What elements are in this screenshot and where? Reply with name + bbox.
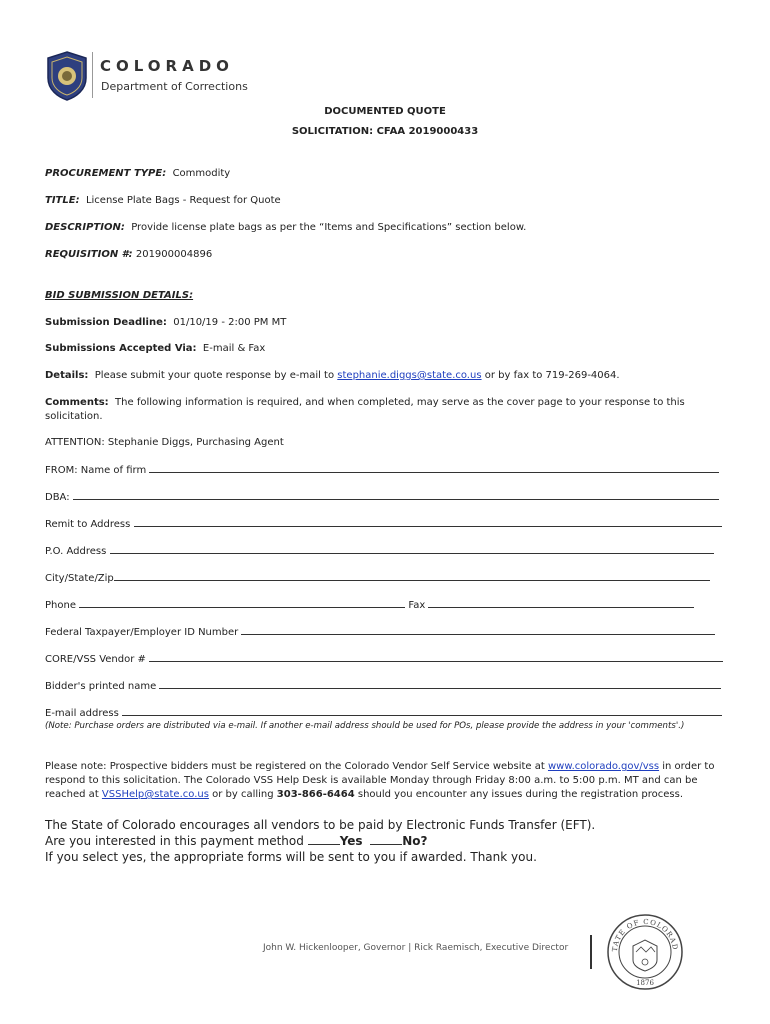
requisition-row — [45, 249, 212, 260]
field-city[interactable] — [45, 572, 710, 584]
seal-text: TATE OF COLORAD — [610, 917, 680, 952]
requisition-value: 201900004896 — [135, 249, 213, 260]
field-po[interactable] — [45, 545, 714, 557]
eft-no: No? — [402, 834, 428, 848]
eft-line-2 — [45, 833, 427, 849]
field-phone-label: Phone — [45, 600, 76, 611]
department-name: Department of Corrections — [101, 80, 248, 93]
procurement-value: Commodity — [172, 168, 231, 179]
comments-row — [45, 396, 725, 424]
title-row — [45, 195, 281, 206]
field-po-blank[interactable] — [110, 545, 714, 554]
comments-label: Comments: — [45, 397, 109, 408]
description-value: Provide license plate bags as per the “Items and Specifications” section below. — [131, 222, 527, 233]
field-phone-blank[interactable] — [79, 599, 405, 608]
document-title: DOCUMENTED QUOTE — [324, 106, 446, 117]
field-printed-blank[interactable] — [159, 680, 721, 689]
field-remit[interactable] — [45, 518, 722, 530]
description-label: DESCRIPTION: — [45, 222, 125, 233]
footer-divider — [590, 935, 592, 969]
details-pre: Please submit your quote response by e-mail to — [94, 370, 338, 381]
details-row — [45, 370, 620, 381]
deadline-value: 01/10/19 - 2:00 PM MT — [173, 317, 287, 328]
field-printed-name[interactable] — [45, 680, 721, 692]
title-value: License Plate Bags - Request for Quote — [85, 195, 281, 206]
eft-yes: Yes — [339, 834, 363, 848]
requisition-label: REQUISITION #: — [45, 249, 133, 260]
bid-submission-heading: BID SUBMISSION DETAILS: — [45, 290, 194, 301]
field-from-blank[interactable] — [149, 464, 719, 473]
procurement-label: PROCUREMENT TYPE: — [45, 168, 167, 179]
field-core-blank[interactable] — [149, 653, 723, 662]
vss-link[interactable]: www.colorado.gov/vss — [547, 761, 660, 772]
accepted-value: E-mail & Fax — [202, 343, 266, 354]
field-remit-blank[interactable] — [134, 518, 722, 527]
field-core-vss[interactable] — [45, 653, 723, 665]
footer-officials: John W. Hickenlooper, Governor | Rick Raemisch, Executive Director — [263, 943, 569, 953]
title-label: TITLE: — [45, 195, 80, 206]
field-fax-label: Fax — [408, 600, 426, 611]
org-name: COLORADO — [100, 57, 234, 75]
field-phone-fax[interactable] — [45, 599, 694, 611]
help-desk-phone: 303-866-6464 — [276, 789, 355, 800]
field-email-label: E-mail address — [45, 708, 119, 719]
details-post: or by fax to 719-269-4064. — [481, 370, 620, 381]
field-printed-label: Bidder's printed name — [45, 681, 157, 692]
note-text-4: should you encounter any issues during the registration process. — [354, 789, 684, 800]
field-dba-blank[interactable] — [73, 491, 719, 500]
eft-question: Are you interested in this payment method — [45, 834, 308, 848]
eft-line-3: If you select yes, the appropriate forms will be sent to you if awarded. Thank you. — [45, 850, 537, 864]
field-core-label: CORE/VSS Vendor # — [45, 654, 146, 665]
field-email-blank[interactable] — [122, 707, 722, 716]
eft-yes-blank[interactable] — [308, 836, 340, 845]
doc-badge-logo — [44, 50, 90, 102]
deadline-label: Submission Deadline: — [45, 317, 167, 328]
vss-help-email-link[interactable]: VSSHelp@state.co.us — [101, 789, 209, 800]
field-tax-id[interactable] — [45, 626, 715, 638]
svg-text:STATE OF COLORADO — [605, 912, 679, 952]
details-label: Details: — [45, 370, 89, 381]
note-text-3: or by calling — [208, 789, 277, 800]
comments-value: The following information is required, and when completed, may serve as the cover page to your response to this solicitation. — [45, 397, 685, 422]
deadline-row — [45, 317, 286, 328]
field-from[interactable] — [45, 464, 719, 476]
field-from-label: FROM: Name of firm — [45, 465, 147, 476]
state-seal-icon — [605, 912, 685, 992]
field-city-blank[interactable] — [114, 572, 710, 581]
field-remit-label: Remit to Address — [45, 519, 131, 530]
field-tax-label: Federal Taxpayer/Employer ID Number — [45, 627, 239, 638]
header-divider — [92, 52, 93, 98]
field-city-label: City/State/Zip — [45, 573, 114, 584]
note-text-2: in order to respond to this solicitation. The Colorado VSS Help Desk is available Monday through Friday 8:00 a.m. to 5:00 p.m. MT and can be reached at — [45, 761, 715, 800]
field-dba-label: DBA: — [45, 492, 70, 503]
description-row — [45, 222, 526, 233]
po-note: (Note: Purchase orders are distributed via e-mail. If another e-mail address should be used for POs, please provide the address in your 'comments'.) — [45, 721, 685, 731]
details-email-link[interactable]: stephanie.diggs@state.co.us — [337, 370, 482, 381]
field-po-label: P.O. Address — [45, 546, 107, 557]
registration-note — [45, 760, 725, 802]
field-dba[interactable] — [45, 491, 719, 503]
accepted-label: Submissions Accepted Via: — [45, 343, 197, 354]
procurement-type — [45, 168, 230, 179]
note-text-1: Please note: Prospective bidders must be registered on the Colorado Vendor Self Service website at — [45, 761, 548, 772]
seal-year: 1876 — [636, 979, 654, 987]
field-tax-blank[interactable] — [241, 626, 715, 635]
accepted-row — [45, 343, 265, 354]
attention-line: ATTENTION: Stephanie Diggs, Purchasing Agent — [45, 437, 284, 448]
eft-no-blank[interactable] — [370, 836, 402, 845]
field-email[interactable] — [45, 707, 722, 719]
field-fax-blank[interactable] — [428, 599, 694, 608]
eft-line-1: The State of Colorado encourages all vendors to be paid by Electronic Funds Transfer (EFT). — [45, 818, 596, 832]
solicitation-number: SOLICITATION: CFAA 2019000433 — [291, 126, 479, 137]
